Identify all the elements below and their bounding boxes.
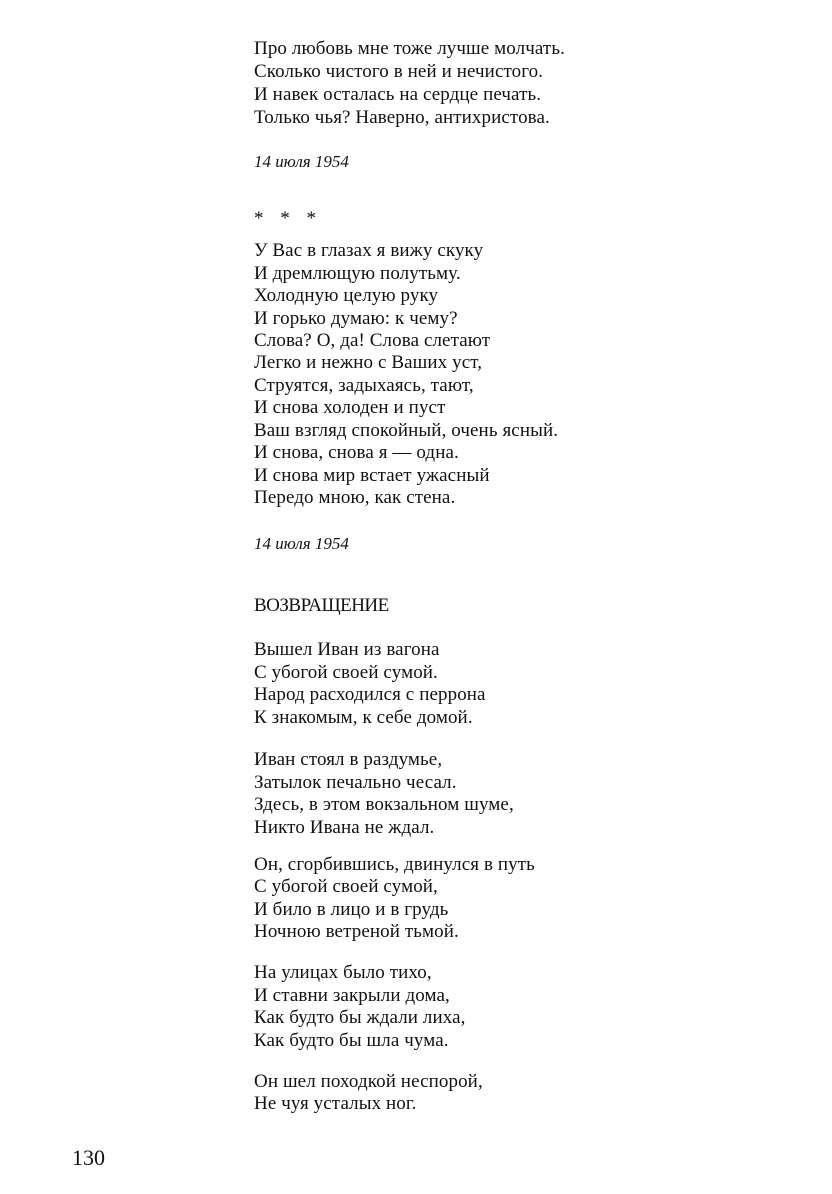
- poem-line: Никто Ивана не ждал.: [254, 817, 435, 838]
- poem-line: К знакомым, к себе домой.: [254, 707, 473, 728]
- poem-line: Затылок печально чесал.: [254, 772, 457, 793]
- poem-line: Он, сгорбившись, двинулся в путь: [254, 854, 535, 875]
- poem-line: Только чья? Наверно, антихристова.: [254, 107, 550, 128]
- poem-line: Вышел Иван из вагона: [254, 639, 440, 660]
- poem-line: У Вас в глазах я вижу скуку: [254, 240, 484, 261]
- poem-line: Слова? О, да! Слова слетают: [254, 330, 491, 351]
- poem-line: И ставни закрыли дома,: [254, 985, 450, 1006]
- poem-line: Иван стоял в раздумье,: [254, 749, 443, 770]
- poem-title: ВОЗВРАЩЕНИЕ: [254, 595, 389, 616]
- poem-line: И снова, снова я — одна.: [254, 442, 459, 463]
- page-number: 130: [72, 1145, 105, 1170]
- poem-line: Струятся, задыхаясь, тают,: [254, 375, 474, 396]
- poem-line: И навек осталась на сердце печать.: [254, 84, 542, 105]
- poem-line: С убогой своей сумой,: [254, 876, 438, 897]
- poem-line: Как будто бы шла чума.: [254, 1030, 449, 1051]
- poem-line: Ваш взгляд спокойный, очень ясный.: [254, 420, 559, 441]
- poem-title-asterisks: * * *: [254, 208, 322, 229]
- poem-line: Передо мною, как стена.: [254, 487, 456, 508]
- poem-line: С убогой своей сумой.: [254, 662, 438, 683]
- poem-line: Здесь, в этом вокзальном шуме,: [254, 794, 514, 815]
- poem-line: Холодную целую руку: [254, 285, 439, 306]
- poem-line: Про любовь мне тоже лучше молчать.: [254, 38, 565, 59]
- poem-line: Ночною ветреной тьмой.: [254, 921, 459, 942]
- poem-line: И дремлющую полутьму.: [254, 263, 461, 284]
- poem-line: Легко и нежно с Ваших уст,: [254, 352, 483, 373]
- poem-line: И било в лицо и в грудь: [254, 899, 449, 920]
- poem-line: Как будто бы ждали лиха,: [254, 1007, 466, 1028]
- poem-line: Сколько чистого в ней и нечистого.: [254, 61, 544, 82]
- poem-date: 14 июля 1954: [254, 152, 349, 171]
- poem-line: На улицах было тихо,: [254, 962, 432, 983]
- poem-line: Не чуя усталых ног.: [254, 1093, 417, 1114]
- poem-line: Он шел походкой неспорой,: [254, 1071, 483, 1092]
- poem-line: И снова холоден и пуст: [254, 397, 446, 418]
- poem-line: Народ расходился с перрона: [254, 684, 486, 705]
- poem-line: И горько думаю: к чему?: [254, 308, 458, 329]
- poem-date: 14 июля 1954: [254, 534, 349, 553]
- poem-line: И снова мир встает ужасный: [254, 465, 490, 486]
